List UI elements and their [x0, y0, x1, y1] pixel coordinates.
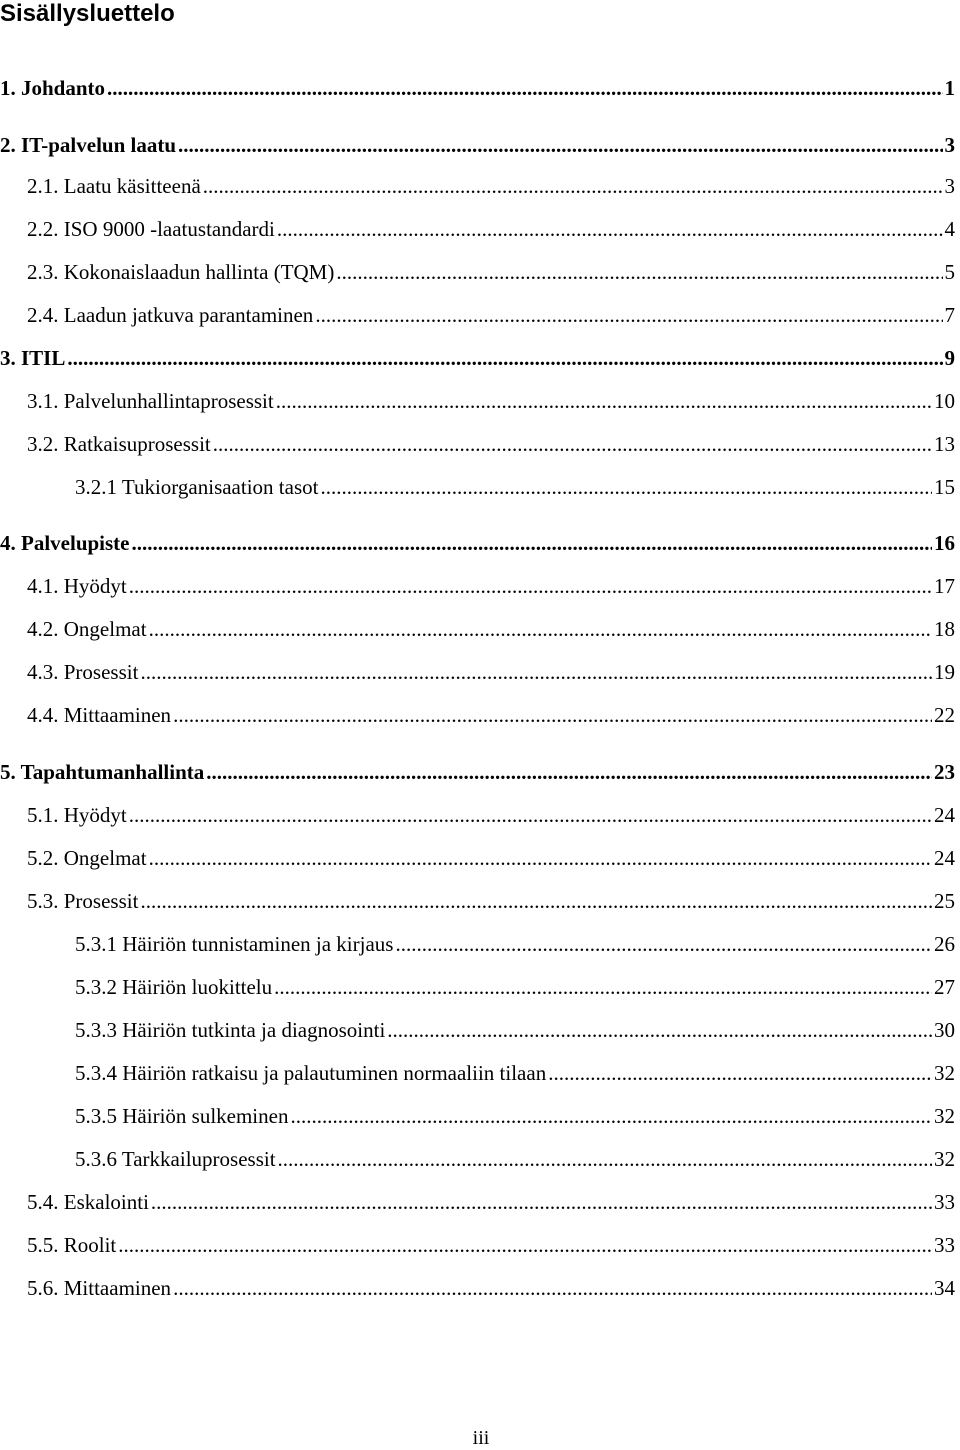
toc-entry-label: 5.3.3 Häiriön tutkinta ja diagnosointi	[75, 1018, 386, 1042]
toc-entry-page-number: 27	[934, 975, 955, 999]
toc-entry-label: 5. Tapahtumanhallinta	[0, 760, 205, 784]
dot-leader	[151, 1188, 932, 1216]
dot-leader	[387, 1016, 932, 1044]
toc-entry-label: 3.2.1 Tukiorganisaation tasot	[75, 475, 319, 499]
toc-entry-label: 5.5. Roolit	[27, 1233, 117, 1257]
dot-leader	[278, 1145, 932, 1173]
dot-leader	[149, 615, 932, 643]
dot-leader	[118, 1231, 932, 1259]
toc-entry-page-number: 9	[944, 346, 955, 370]
dot-leader	[395, 930, 932, 958]
dot-leader	[206, 758, 932, 786]
dot-leader	[107, 74, 942, 102]
dot-leader	[276, 387, 932, 415]
toc-entry-label: 5.3.2 Häiriön luokittelu	[75, 975, 273, 999]
toc-entry-page-number: 25	[934, 889, 955, 913]
toc-entry-label: 2. IT-palvelun laatu	[0, 133, 177, 157]
toc-entry-page-number: 4	[944, 217, 955, 241]
toc-entry-label: 3. ITIL	[0, 346, 66, 370]
toc-entry-page-number: 10	[934, 389, 955, 413]
dot-leader	[213, 430, 932, 458]
toc-entry[interactable]	[27, 301, 955, 329]
toc-entry-label: 4.4. Mittaaminen	[27, 703, 172, 727]
dot-leader	[67, 344, 942, 372]
dot-leader	[277, 215, 943, 243]
toc-entry[interactable]	[75, 930, 955, 958]
toc-entry-label: 5.4. Eskalointi	[27, 1190, 149, 1214]
toc-entry-label: 5.6. Mittaaminen	[27, 1276, 172, 1300]
dot-leader	[129, 572, 932, 600]
toc-entry[interactable]	[0, 758, 955, 786]
toc-entry-page-number: 17	[934, 574, 955, 598]
toc-entry-label: 5.1. Hyödyt	[27, 803, 127, 827]
toc-entry-page-number: 1	[944, 76, 955, 100]
page-title: Sisällysluettelo	[0, 0, 175, 27]
toc-entry-label: 4. Palvelupiste	[0, 531, 130, 555]
toc-entry-page-number: 7	[944, 303, 955, 327]
dot-leader	[149, 844, 932, 872]
dot-leader	[320, 473, 932, 501]
toc-entry-page-number: 23	[934, 760, 955, 784]
toc-entry[interactable]	[27, 430, 955, 458]
toc-entry[interactable]	[27, 1231, 955, 1259]
toc-entry-label: 4.2. Ongelmat	[27, 617, 147, 641]
toc-entry-page-number: 34	[934, 1276, 955, 1300]
toc-entry[interactable]	[27, 658, 955, 686]
toc-entry-page-number: 30	[934, 1018, 955, 1042]
toc-entry-label: 5.3.1 Häiriön tunnistaminen ja kirjaus	[75, 932, 394, 956]
toc-entry-label: 4.1. Hyödyt	[27, 574, 127, 598]
toc-entry-label: 3.1. Palvelunhallintaprosessit	[27, 389, 274, 413]
toc-entry[interactable]	[27, 1188, 955, 1216]
toc-entry-page-number: 22	[934, 703, 955, 727]
dot-leader	[129, 801, 932, 829]
dot-leader	[203, 172, 943, 200]
toc-entry[interactable]	[27, 887, 955, 915]
toc-entry-label: 2.1. Laatu käsitteenä	[27, 174, 201, 198]
dot-leader	[178, 131, 942, 159]
toc-entry-page-number: 32	[934, 1104, 955, 1128]
toc-entry[interactable]	[27, 844, 955, 872]
toc-entry-label: 2.4. Laadun jatkuva parantaminen	[27, 303, 314, 327]
toc-entry[interactable]	[75, 1016, 955, 1044]
toc-entry-page-number: 32	[934, 1061, 955, 1085]
toc-entry[interactable]	[27, 572, 955, 600]
toc-entry[interactable]	[0, 344, 955, 372]
toc-entry[interactable]	[75, 1145, 955, 1173]
toc-entry-label: 5.3.4 Häiriön ratkaisu ja palautuminen normaaliin tilaan	[75, 1061, 547, 1085]
toc-entry-page-number: 5	[944, 260, 955, 284]
dot-leader	[290, 1102, 932, 1130]
toc-entry[interactable]	[0, 529, 955, 557]
toc-entry-label: 5.3.5 Häiriön sulkeminen	[75, 1104, 289, 1128]
toc-entry-page-number: 15	[934, 475, 955, 499]
dot-leader	[132, 529, 933, 557]
toc-entry-label: 5.2. Ongelmat	[27, 846, 147, 870]
toc-entry-label: 5.3.6 Tarkkailuprosessit	[75, 1147, 276, 1171]
toc-entry[interactable]	[27, 387, 955, 415]
toc-entry[interactable]	[0, 131, 955, 159]
toc-entry-page-number: 18	[934, 617, 955, 641]
toc-entry-page-number: 19	[934, 660, 955, 684]
toc-entry[interactable]	[75, 973, 955, 1001]
toc-entry-label: 5.3. Prosessit	[27, 889, 139, 913]
toc-entry-page-number: 3	[944, 174, 955, 198]
toc-entry-page-number: 3	[944, 133, 955, 157]
dot-leader	[140, 658, 932, 686]
toc-entry[interactable]	[0, 74, 955, 102]
toc-entry[interactable]	[27, 701, 955, 729]
dot-leader	[173, 1274, 932, 1302]
toc-entry[interactable]	[27, 1274, 955, 1302]
dot-leader	[315, 301, 942, 329]
toc-entry-page-number: 33	[934, 1233, 955, 1257]
toc-entry[interactable]	[75, 1102, 955, 1130]
toc-entry[interactable]	[27, 172, 955, 200]
toc-entry-page-number: 16	[934, 531, 955, 555]
toc-entry-page-number: 24	[934, 803, 955, 827]
toc-entry-page-number: 24	[934, 846, 955, 870]
toc-entry-page-number: 13	[934, 432, 955, 456]
page-number-footer: iii	[472, 1427, 490, 1449]
dot-leader	[548, 1059, 932, 1087]
toc-entry-label: 2.3. Kokonaislaadun hallinta (TQM)	[27, 260, 335, 284]
toc-entry[interactable]	[27, 615, 955, 643]
dot-leader	[173, 701, 932, 729]
toc-entry[interactable]	[75, 473, 955, 501]
toc-entry[interactable]	[75, 1059, 955, 1087]
dot-leader	[140, 887, 932, 915]
toc-entry-page-number: 33	[934, 1190, 955, 1214]
toc-entry[interactable]	[27, 258, 955, 286]
toc-entry[interactable]	[27, 801, 955, 829]
toc-entry[interactable]	[27, 215, 955, 243]
toc-entry-label: 3.2. Ratkaisuprosessit	[27, 432, 211, 456]
toc-entry-label: 2.2. ISO 9000 -laatustandardi	[27, 217, 275, 241]
toc-entry-label: 4.3. Prosessit	[27, 660, 139, 684]
toc-entry-page-number: 26	[934, 932, 955, 956]
dot-leader	[336, 258, 942, 286]
toc-entry-label: 1. Johdanto	[0, 76, 106, 100]
dot-leader	[274, 973, 932, 1001]
toc-entry-page-number: 32	[934, 1147, 955, 1171]
